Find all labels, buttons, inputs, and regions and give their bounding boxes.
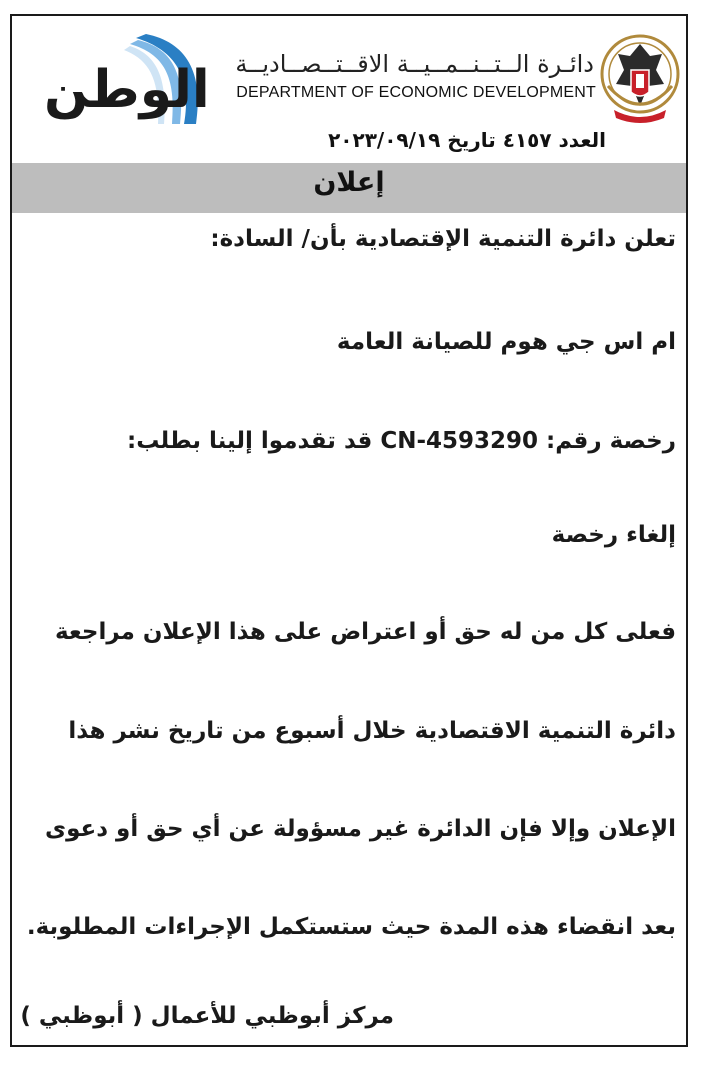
newspaper-logo [26, 32, 210, 127]
notice-body-line: فعلى كل من له حق أو اعتراض على هذا الإعلان مراجعة [54, 619, 676, 645]
department-name-arabic: دائـرة الــتــنــمــيــة الاقــتــصــاديــة [235, 50, 594, 78]
newspaper-logo-text: الوطن [44, 60, 210, 120]
notice-intro-line: تعلن دائرة التنمية الإقتصادية بأن/ السادة: [210, 226, 676, 252]
notice-body-line: دائرة التنمية الاقتصادية خلال أسبوع من تاريخ نشر هذا [68, 718, 676, 744]
company-name: ام اس جي هوم للصيانة العامة [336, 329, 676, 355]
request-type: إلغاء رخصة [551, 522, 676, 548]
license-number-line: رخصة رقم: CN-4593290 قد تقدموا إلينا بطلب: [127, 428, 676, 454]
notice-body-line: بعد انقضاء هذه المدة حيث ستستكمل الإجراءات المطلوبة. [26, 914, 676, 940]
issue-number-date: العدد ٤١٥٧ تاريخ ٢٠٢٣/٠٩/١٩ [328, 128, 606, 152]
abu-dhabi-falcon-emblem-icon [598, 26, 682, 126]
notice-header [12, 16, 686, 131]
notice-frame [10, 14, 688, 1047]
notice-body-line: الإعلان وإلا فإن الدائرة غير مسؤولة عن أي حق أو دعوى [45, 816, 676, 842]
department-name-english: DEPARTMENT OF ECONOMIC DEVELOPMENT [236, 84, 596, 101]
issuing-center: مركز أبوظبي للأعمال ( أبوظبي ) [20, 1003, 394, 1029]
notice-title: إعلان [313, 167, 385, 198]
